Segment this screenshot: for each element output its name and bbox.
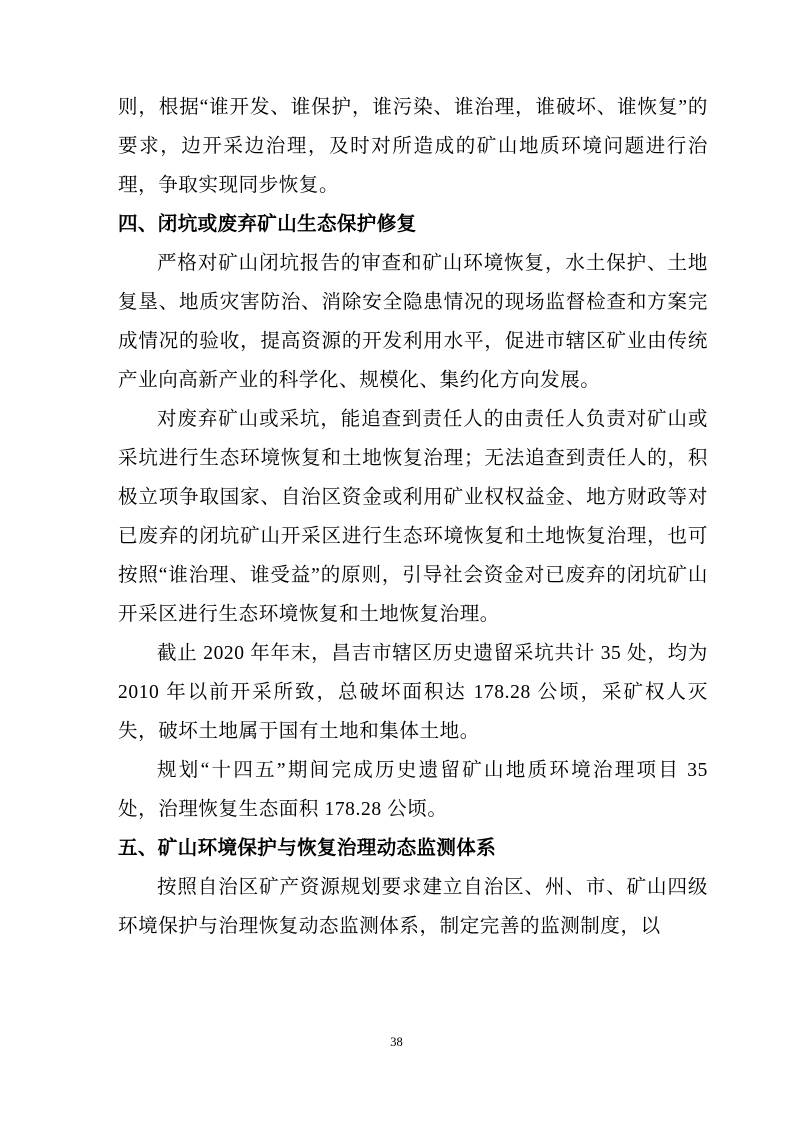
paragraph-abandoned-mine-responsibility: 对废弃矿山或采坑，能追查到责任人的由责任人负责对矿山或采坑进行生态环境恢复和土地恢复治理；无法追查到责任人的，积极立项争取国家、自治区资金或利用矿业权权益金、地方财政等对已废弃的闭坑矿山开采区进行生态环境恢复和土地恢复治理，也可按照“谁治理、谁受益”的原则，引导社会资金对已废弃的闭坑矿山开采区进行生态环境恢复和土地恢复治理。: [118, 409, 708, 625]
paragraph-monitoring-system: 按照自治区矿产资源规划要求建立自治区、州、市、矿山四级环境保护与治理恢复动态监测体系，制定完善的监测制度，以: [118, 877, 708, 937]
page-number: 38: [390, 1035, 403, 1049]
section-heading-four: 四、闭坑或废弃矿山生态保护修复: [118, 213, 417, 235]
paragraph-mine-closure-review: 严格对矿山闭坑报告的审查和矿山环境恢复，水土保护、土地复垦、地质灾害防治、消除安全隐患情况的现场监督检查和方案完成情况的验收，提高资源的开发利用水平，促进市辖区矿业由传统产业向高新产业的科学化、规模化、集约化方向发展。: [118, 253, 708, 391]
section-heading-five: 五、矿山环境保护与恢复治理动态监测体系: [118, 837, 497, 859]
paragraph-plan-14th-five-year: 规划“十四五”期间完成历史遗留矿山地质环境治理项目 35 处，治理恢复生态面积 178.28 公顷。: [118, 760, 708, 820]
paragraph-historical-pits-statistics: 截止 2020 年年末，昌吉市辖区历史遗留采坑共计 35 处，均为 2010 年以前开采所致，总破坏面积达 178.28 公顷，采矿权人灭失，破坏土地属于国有土地和集体土地。: [118, 643, 708, 742]
paragraph-continued: 则，根据“谁开发、谁保护，谁污染、谁治理，谁破坏、谁恢复”的要求，边开采边治理，及时对所造成的矿山地质环境问题进行治理，争取实现同步恢复。: [118, 97, 708, 196]
page-content: [118, 88, 708, 946]
